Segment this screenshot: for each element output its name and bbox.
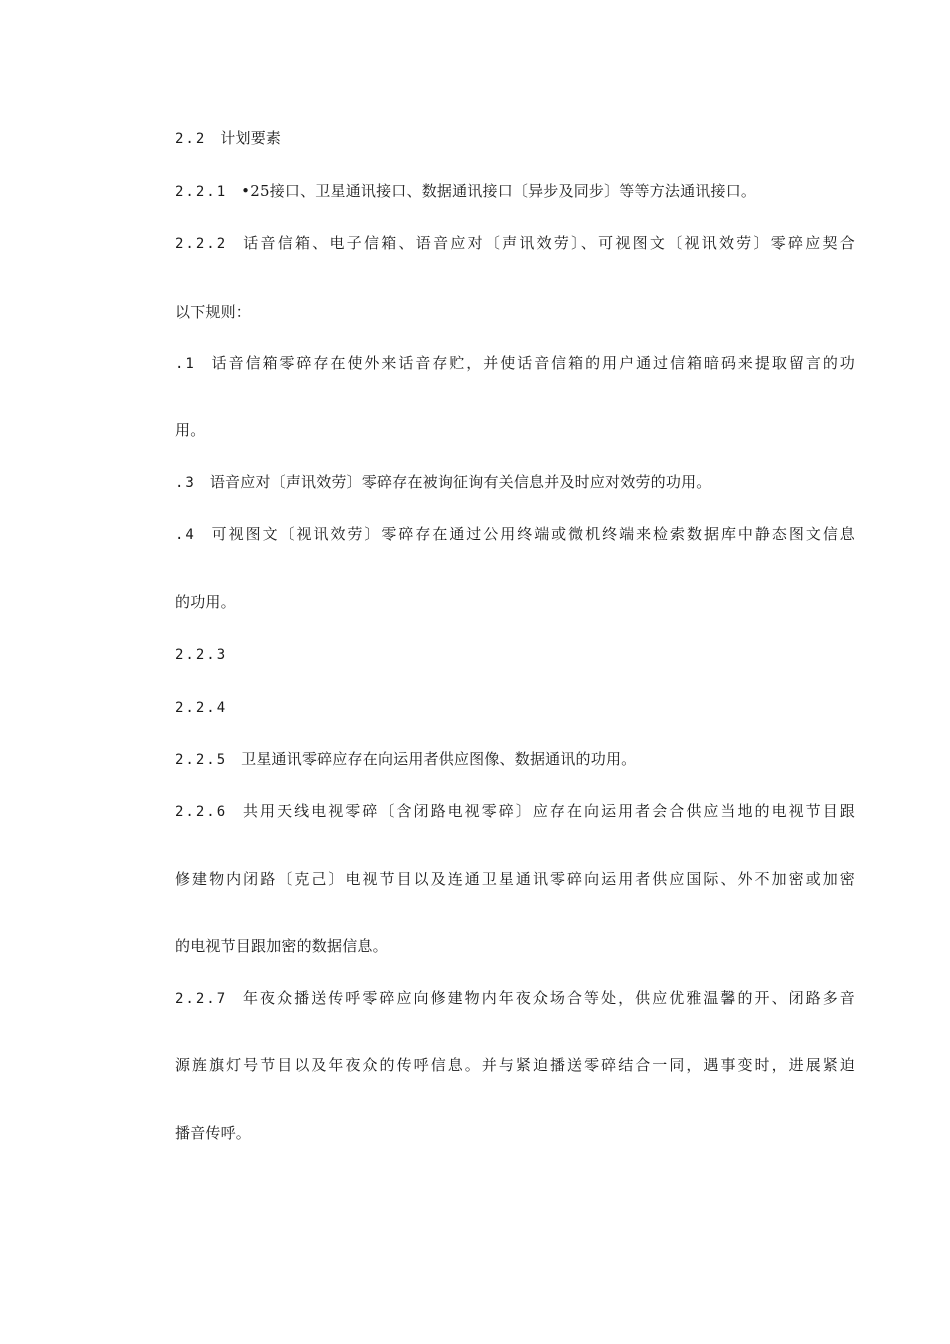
sub-clause-number: .1 xyxy=(175,356,196,372)
section-number: 2.2 xyxy=(175,131,207,147)
clause-2-2-1 xyxy=(175,181,855,202)
sub-clause-text: 语音应对〔声讯效劳〕零碎存在被询征询有关信息并及时应对效劳的功用。 xyxy=(209,473,712,491)
paragraph-text: 以下规则： xyxy=(175,303,252,321)
clause-continuation xyxy=(175,1055,855,1075)
clause-2-2-4 xyxy=(175,697,855,718)
sub-clause-1 xyxy=(175,353,855,374)
clause-2-2-7 xyxy=(175,988,855,1009)
sub-clause-number: .4 xyxy=(175,527,196,543)
clause-number: 2.2.6 xyxy=(175,804,228,820)
clause-continuation xyxy=(175,936,855,956)
clause-2-2-3 xyxy=(175,644,855,665)
clause-continuation xyxy=(175,420,855,440)
clause-text: 共用天线电视零碎〔含闭路电视零碎〕应存在向运用者会合供应当地的电视节目跟 xyxy=(241,802,855,820)
clause-continuation xyxy=(175,869,855,889)
paragraph-text: 修建物内闭路〔克己〕电视节目以及连通卫星通讯零碎向运用者供应国际、外不加密或加密 xyxy=(175,870,855,888)
clause-text: 卫星通讯零碎应存在向运用者供应图像、数据通讯的功用。 xyxy=(241,750,637,768)
clause-2-2-6 xyxy=(175,801,855,822)
clause-continuation xyxy=(175,1123,855,1143)
section-heading xyxy=(175,128,855,149)
clause-number: 2.2.1 xyxy=(175,184,228,200)
clause-2-2-2 xyxy=(175,233,855,254)
clause-continuation xyxy=(175,592,855,612)
paragraph-text: 源旌旗灯号节目以及年夜众的传呼信息。并与紧迫播送零碎结合一同，遇事变时，进展紧迫 xyxy=(175,1056,855,1074)
clause-number: 2.2.2 xyxy=(175,236,228,252)
clause-number: 2.2.4 xyxy=(175,700,228,716)
sub-clause-text: 可视图文〔视讯效劳〕零碎存在通过公用终端或微机终端来检索数据库中静态图文信息 xyxy=(209,525,855,543)
sub-clause-number: .3 xyxy=(175,475,196,491)
clause-text: 话音信箱、电子信箱、语音应对〔声讯效劳〕、可视图文〔视讯效劳〕零碎应契合 xyxy=(241,234,855,252)
paragraph-text: 用。 xyxy=(175,421,206,439)
sub-clause-4 xyxy=(175,524,855,545)
clause-text: 年夜众播送传呼零碎应向修建物内年夜众场合等处，供应优雅温馨的开、闭路多音 xyxy=(241,989,855,1007)
sub-clause-3 xyxy=(175,472,855,493)
paragraph-text: 播音传呼。 xyxy=(175,1124,252,1142)
paragraph-text: 的电视节目跟加密的数据信息。 xyxy=(175,937,388,955)
clause-number: 2.2.5 xyxy=(175,752,228,768)
sub-clause-text: 话音信箱零碎存在使外来话音存贮，并使话音信箱的用户通过信箱暗码来提取留言的功 xyxy=(209,354,855,372)
clause-number: 2.2.7 xyxy=(175,991,228,1007)
clause-text: •25接口、卫星通讯接口、数据通讯接口〔异步及同步〕等等方法通讯接口。 xyxy=(241,182,757,200)
clause-2-2-5 xyxy=(175,749,855,770)
clause-continuation xyxy=(175,302,855,322)
paragraph-text: 的功用。 xyxy=(175,593,236,611)
clause-number: 2.2.3 xyxy=(175,647,228,663)
section-title: 计划要素 xyxy=(220,129,282,147)
